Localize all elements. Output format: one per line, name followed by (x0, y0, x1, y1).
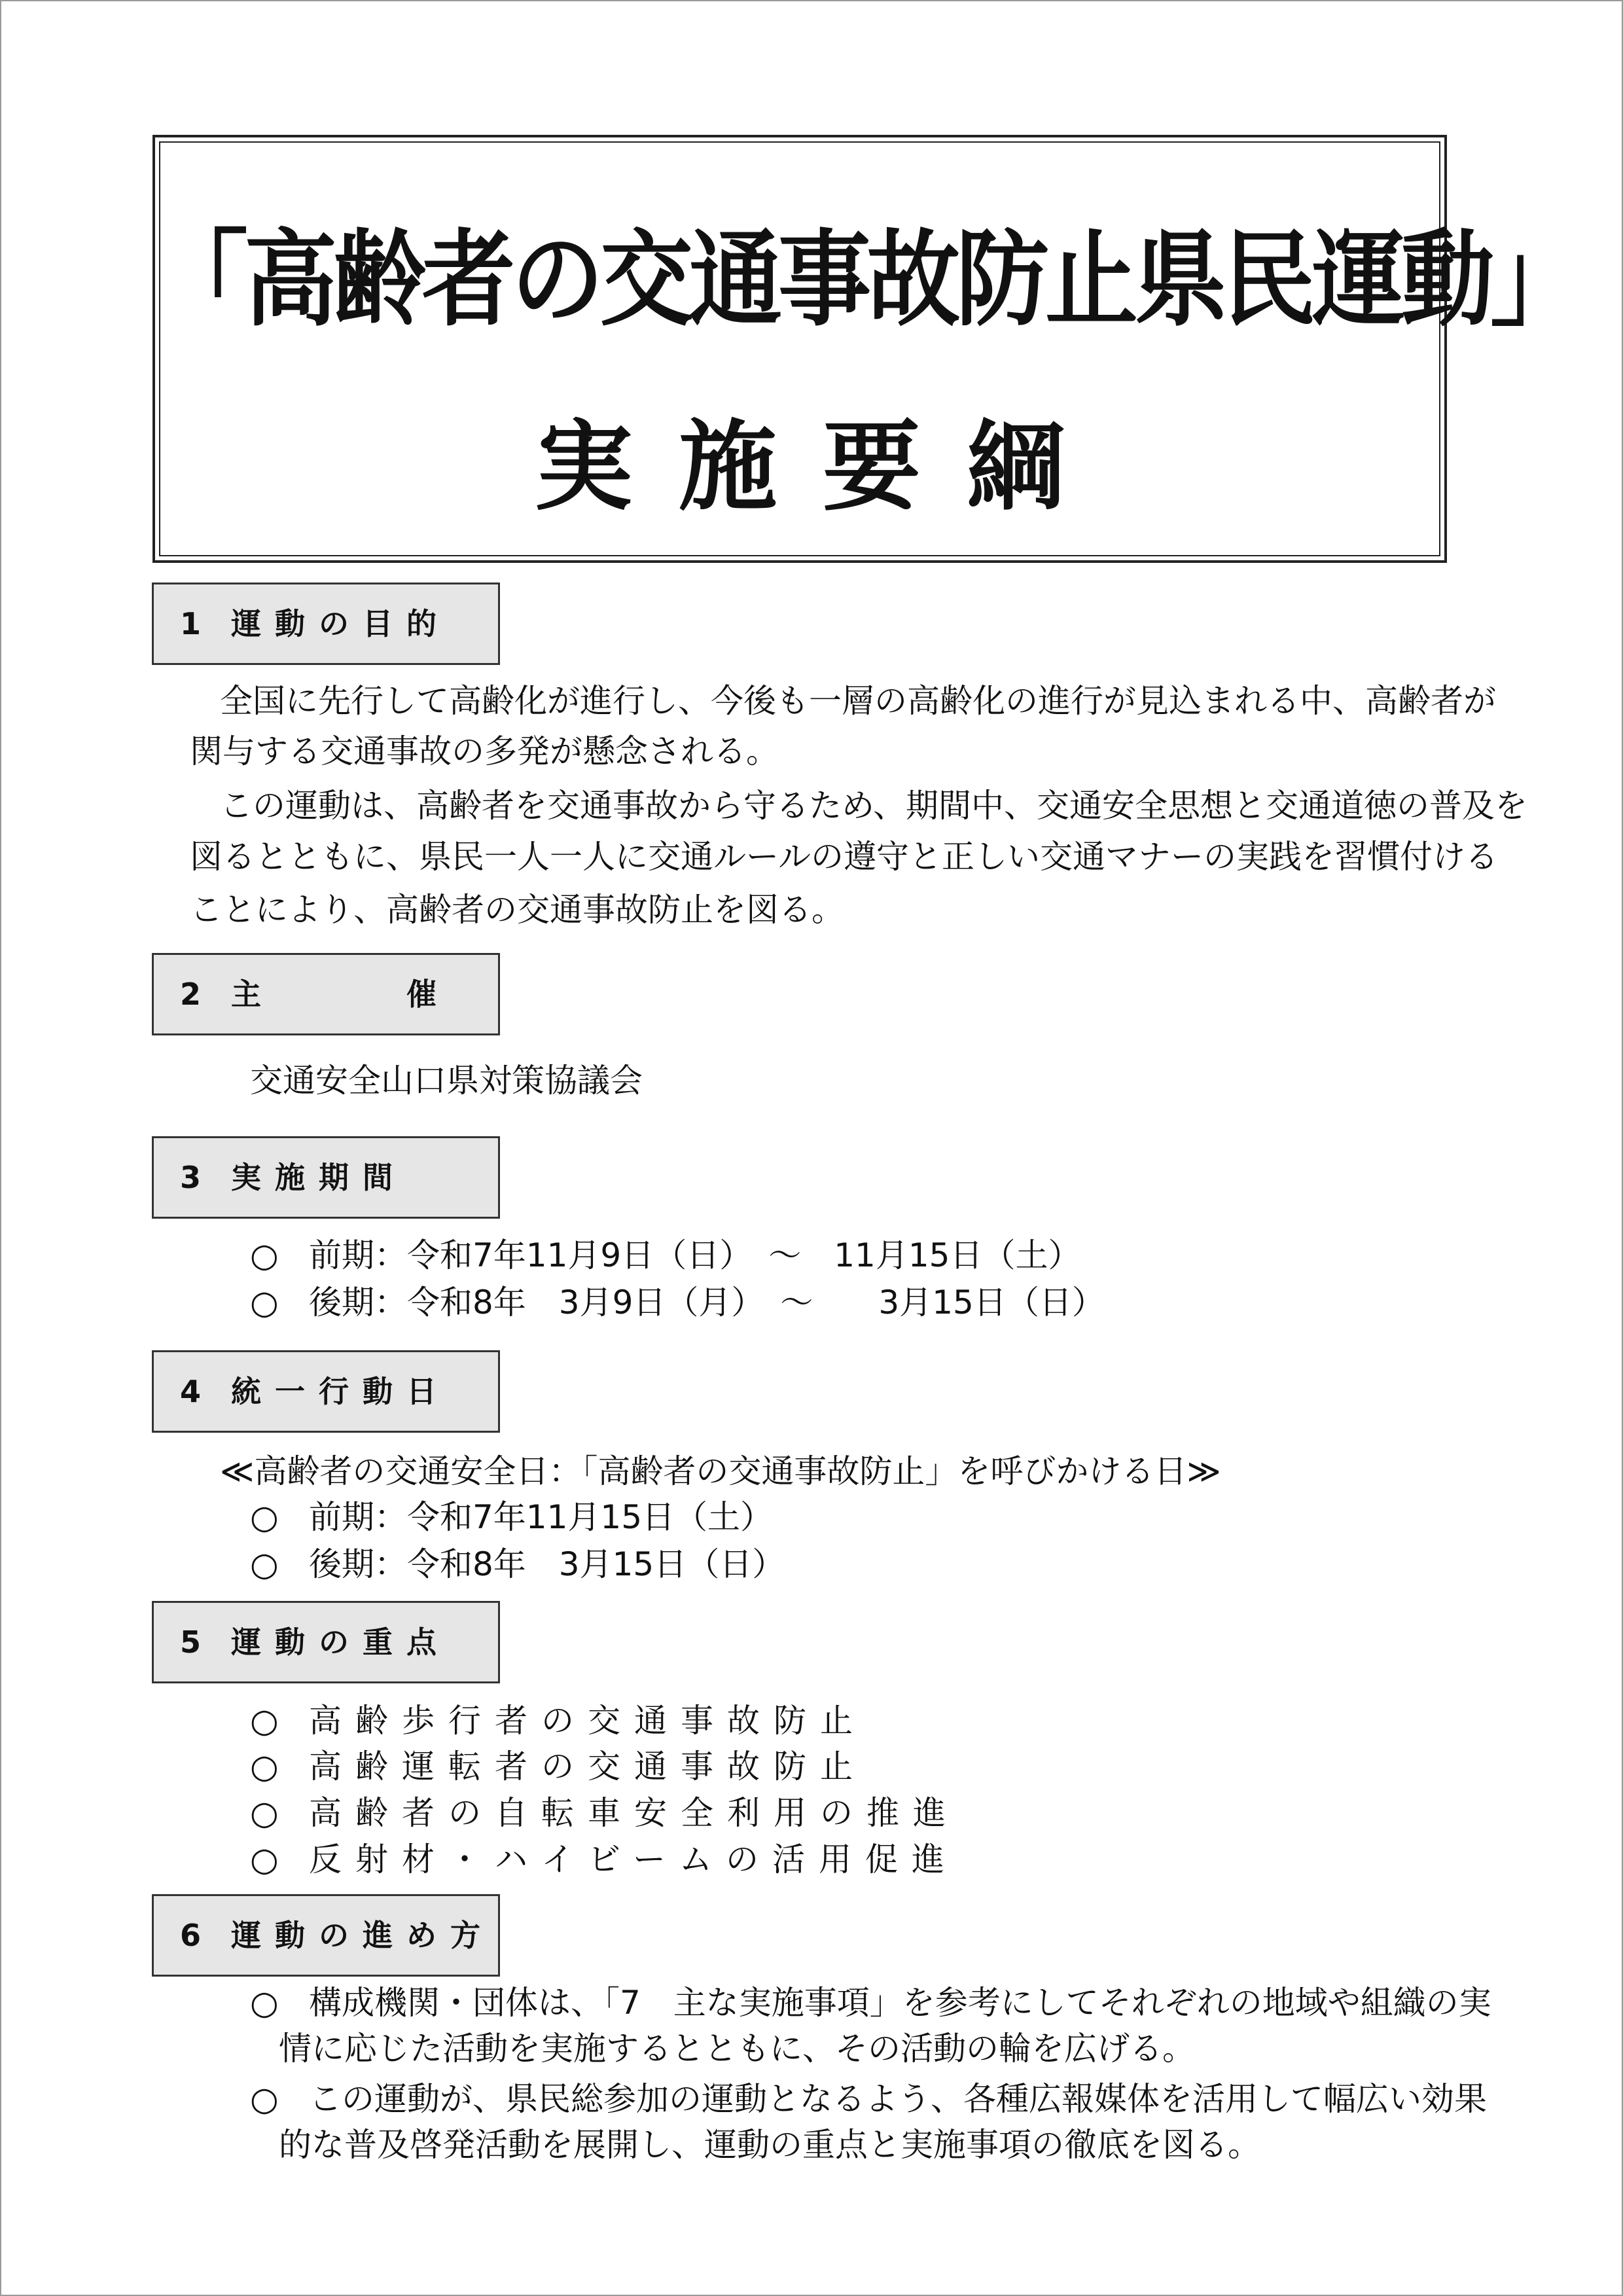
section-number: 4 (180, 1374, 202, 1409)
action-day-second: 後期：令和8年 3月15日（日） (309, 1545, 785, 1583)
method-line-continued: 的な普及啓発活動を展開し、運動の重点と実施事項の徹底を図る。 (279, 2126, 1260, 2164)
priority-item: 高齢運転者の交通事故防止 (309, 1748, 866, 1785)
bullet-circle: ○ (250, 1283, 279, 1321)
paragraph-line: ことにより、高齢者の交通事故防止を図る。 (190, 891, 844, 929)
bullet-circle: ○ (250, 1748, 279, 1785)
bullet-circle: ○ (250, 1794, 279, 1832)
section-heading-5 (152, 1601, 500, 1683)
list-item (250, 1494, 773, 1540)
paragraph-line: 図るとともに、県民一人一人に交通ルールの遵守と正しい交通マナーの実践を習慣付ける (190, 838, 1498, 876)
bullet-circle: ○ (250, 1498, 279, 1536)
section-number: 1 (180, 606, 202, 641)
priority-item: 高齢者の自転車安全利用の推進 (309, 1794, 959, 1832)
priority-item: 反射材・ハイビームの活用促進 (309, 1840, 958, 1878)
organizer-name: 交通安全山口県対策協議会 (250, 1062, 643, 1100)
section-heading-4 (152, 1350, 500, 1433)
section-heading-1 (152, 583, 500, 665)
paragraph-line: 全国に先行して高齢化が進行し、今後も一層の高齢化の進行が見込まれる中、高齢者が (220, 682, 1496, 720)
bullet-circle: ○ (250, 1236, 279, 1274)
period-second: 後期：令和8年 3月9日（月） ～ 3月15日（日） (309, 1283, 1105, 1321)
list-item (250, 1232, 1081, 1278)
section-title: 運動の進め方 (231, 1918, 494, 1953)
section-number: 6 (180, 1918, 202, 1953)
section-number: 2 (180, 977, 202, 1012)
period-first: 前期：令和7年11月9日（日） ～ 11月15日（土） (309, 1236, 1081, 1274)
list-item (250, 2076, 1487, 2122)
method-line-continued: 情に応じた活動を実施するとともに、その活動の輪を広げる。 (279, 2030, 1195, 2068)
section-heading-6 (152, 1894, 500, 1977)
bullet-circle: ○ (250, 2080, 279, 2118)
method-line: 構成機関・団体は、「7 主な実施事項」を参考にしてそれぞれの地域や組織の実 (309, 1984, 1491, 2022)
section-title: 主 催 (231, 977, 450, 1012)
section-title: 運動の目的 (231, 606, 450, 641)
list-item (250, 1280, 1105, 1325)
list-item (250, 1837, 958, 1882)
title-box (152, 135, 1579, 563)
section-title: 運動の重点 (231, 1624, 450, 1660)
method-line: この運動が、県民総参加の運動となるよう、各種広報媒体を活用して幅広い効果 (309, 2080, 1487, 2118)
document-subtitle: 実施要綱 (534, 410, 1111, 524)
bullet-circle: ○ (250, 1840, 279, 1878)
list-item (250, 1698, 866, 1744)
section-title: 統一行動日 (231, 1374, 450, 1409)
section-number: 3 (180, 1160, 202, 1195)
action-day-first: 前期：令和7年11月15日（土） (309, 1498, 774, 1536)
document-title: 「高齢者の交通事故防止県民運動」 (155, 219, 1579, 341)
section-title: 実施期間 (231, 1160, 406, 1195)
list-item (250, 1980, 1491, 2026)
unified-day-note: ≪高齢者の交通安全日：「高齢者の交通事故防止」を呼びかける日≫ (220, 1452, 1221, 1490)
priority-item: 高齢歩行者の交通事故防止 (309, 1702, 866, 1740)
paragraph-line: 関与する交通事故の多発が懸念される。 (190, 732, 779, 770)
bullet-circle: ○ (250, 1702, 279, 1740)
section-heading-3 (152, 1136, 500, 1219)
list-item (250, 1744, 866, 1789)
section-heading-2 (152, 953, 500, 1035)
paragraph-line: この運動は、高齢者を交通事故から守るため、期間中、交通安全思想と交通道徳の普及を (220, 787, 1527, 825)
list-item (250, 1541, 785, 1587)
bullet-circle: ○ (250, 1545, 279, 1583)
bullet-circle: ○ (250, 1984, 279, 2022)
section-number: 5 (180, 1624, 202, 1660)
list-item (250, 1790, 959, 1836)
